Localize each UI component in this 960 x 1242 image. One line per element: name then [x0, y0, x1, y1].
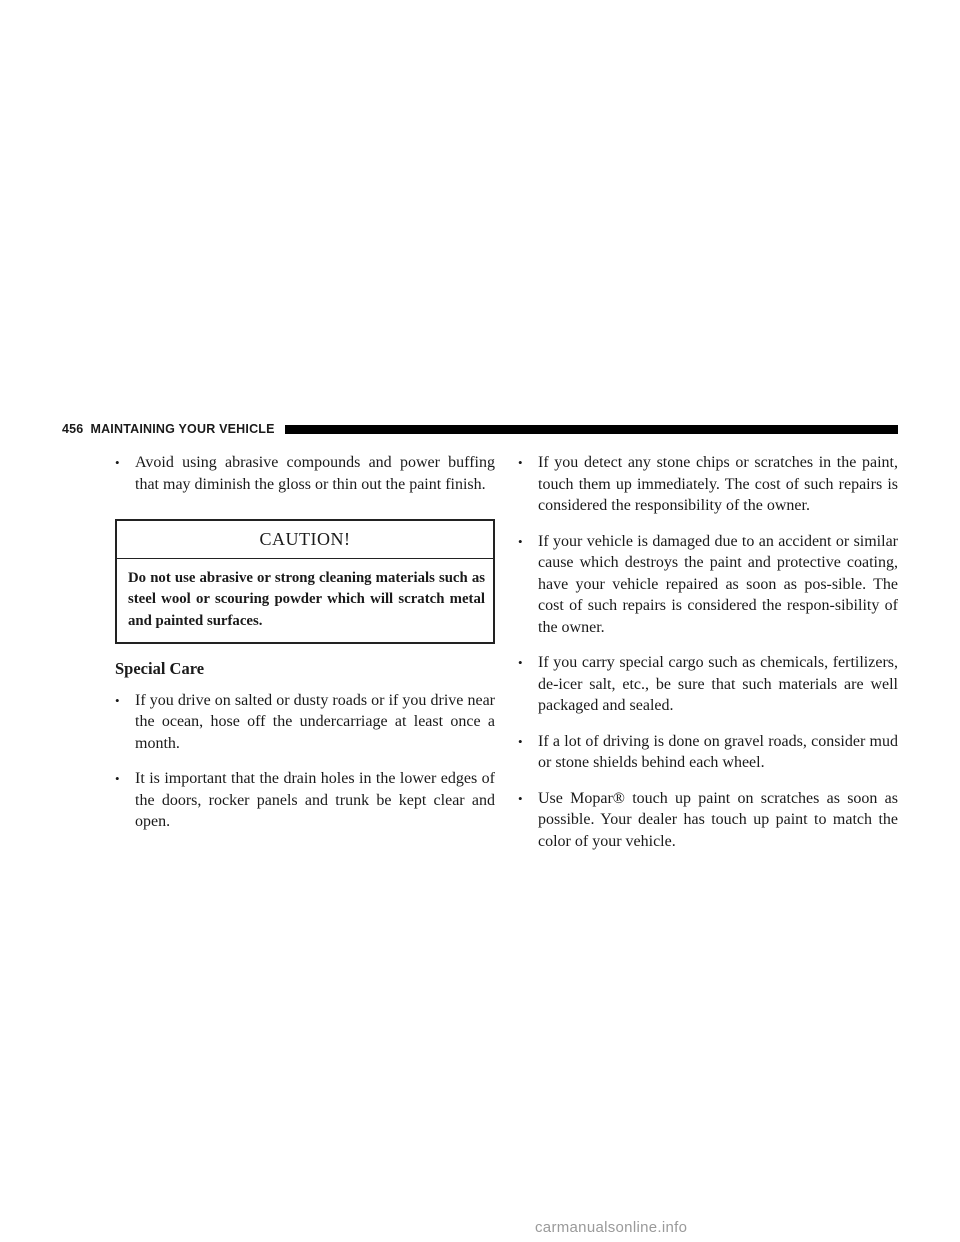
caution-title: CAUTION!	[117, 521, 493, 559]
bullet-icon: •	[518, 733, 523, 749]
footer-watermark: carmanualsonline.info	[535, 1219, 688, 1236]
right-column	[518, 452, 898, 866]
page-header	[62, 420, 898, 438]
bullet-text: If you carry special cargo such as chemicals, fertilizers, de-icer salt, etc., be sure that such materials are well packaged and sealed.	[538, 654, 898, 714]
header-rule	[285, 425, 898, 434]
bullet-text: If a lot of driving is done on gravel roads, consider mud or stone shields behind each wheel.	[538, 732, 898, 771]
bullet-item-abrasive-compounds	[115, 452, 495, 495]
caution-text: Do not use abrasive or strong cleaning materials such as steel wool or scouring powder which will scratch metal and painted surfaces.	[128, 569, 485, 629]
left-column	[115, 452, 495, 847]
bullet-item-special-cargo	[518, 652, 898, 717]
bullet-item-gravel-roads	[518, 731, 898, 774]
bullet-text: It is important that the drain holes in the lower edges of the doors, rocker panels and trunk be kept clear and open.	[135, 770, 495, 830]
bullet-text: If you detect any stone chips or scratches in the paint, touch them up immediately. The cost of such repairs is considered the responsibility of the owner.	[538, 454, 898, 514]
bullet-item-stone-chips	[518, 452, 898, 517]
section-title: MAINTAINING YOUR VEHICLE	[90, 422, 275, 436]
bullet-text: Avoid using abrasive compounds and power buffing that may diminish the gloss or thin out the paint finish.	[135, 454, 495, 493]
bullet-icon: •	[518, 533, 523, 549]
bullet-item-drain-holes	[115, 768, 495, 833]
bullet-icon: •	[518, 455, 523, 470]
bullet-item-touch-up-paint	[518, 788, 898, 853]
special-care-heading: Special Care	[115, 659, 205, 678]
bullet-item-accident-damage	[518, 531, 898, 639]
bullet-icon: •	[518, 790, 523, 806]
bullet-text: If you drive on salted or dusty roads or if you drive near the ocean, hose off the undercarriage at least once a month.	[135, 691, 495, 752]
bullet-text: Use Mopar® touch up paint on scratches as soon as possible. Your dealer has touch up paint to match the color of your vehicle.	[538, 789, 898, 850]
bullet-icon: •	[115, 771, 120, 786]
bullet-icon: •	[115, 455, 120, 470]
bullet-icon: •	[518, 655, 523, 670]
bullet-text: If your vehicle is damaged due to an accident or similar cause which destroys the paint and protective coating, have your vehicle repaired as soon as pos-sible. The cost of such repairs is considered the respon-sibility of the owner.	[538, 532, 898, 636]
bullet-icon: •	[115, 692, 120, 708]
caution-box	[115, 519, 495, 644]
bullet-item-salted-roads	[115, 690, 495, 755]
page-number: 456	[62, 422, 84, 436]
